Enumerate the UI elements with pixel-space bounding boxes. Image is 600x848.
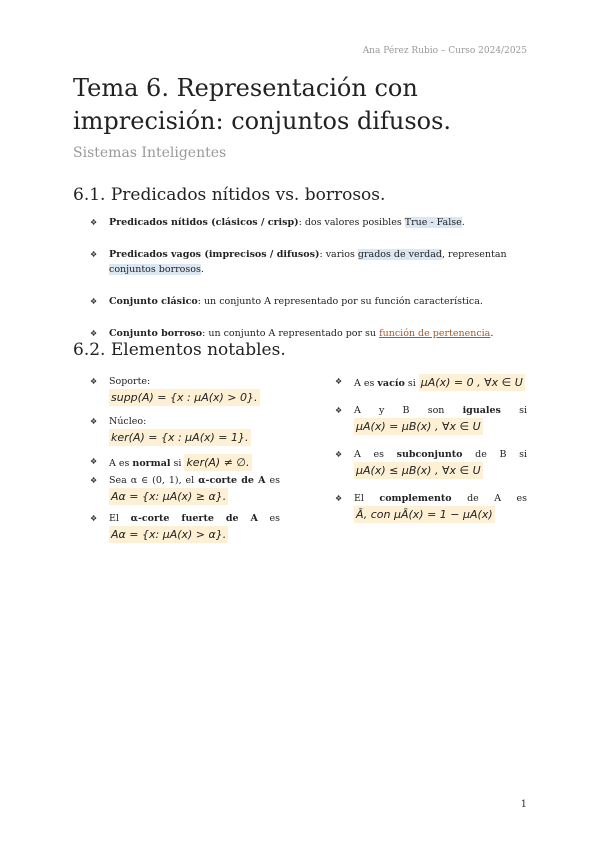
pertenencia-link[interactable]: función de pertenencia: [379, 328, 491, 339]
right-column-list: [335, 374, 527, 523]
section1-list: [90, 215, 530, 358]
list-item: ❖ Sea α ∈ (0, 1), el α-corte de A es Aα = {x: μA(x) ≥ α}.: [90, 473, 280, 505]
math-expression: ker(A) = {x : μA(x) = 1}.: [111, 431, 249, 444]
section-heading-1: 6.1. Predicados nítidos vs. borrosos.: [73, 185, 386, 205]
page-number: 1: [520, 799, 527, 810]
section-heading-2: 6.2. Elementos notables.: [73, 340, 286, 360]
list-item: ❖ El complemento de A es Ā, con μĀ(x) = 1 − μA(x): [335, 491, 527, 523]
list-item: ❖ Predicados vagos (imprecisos / difusos): varios grados de verdad, representan conjuntos borrosos.: [90, 247, 530, 277]
math-expression: supp(A) = {x : μA(x) > 0}.: [111, 391, 258, 404]
list-item: ❖ Núcleo: ker(A) = {x : μA(x) = 1}.: [90, 414, 280, 446]
math-expression: Aα = {x: μA(x) > α}.: [111, 528, 227, 541]
list-item: ❖ Soporte: supp(A) = {x : μA(x) > 0}.: [90, 374, 280, 406]
list-item: ❖ Conjunto clásico: un conjunto A representado por su función característica.: [90, 294, 530, 309]
math-expression: ker(A) ≠ ∅.: [186, 456, 250, 469]
list-item: ❖ Conjunto borroso: un conjunto A representado por su función de pertenencia.: [90, 326, 530, 341]
list-item: ❖ A y B son iguales si μA(x) = μB(x) , ∀x ∈ U: [335, 403, 527, 435]
page-header: Ana Pérez Rubio – Curso 2024/2025: [362, 46, 527, 56]
list-item: ❖ A es subconjunto de B si μA(x) ≤ μB(x) , ∀x ∈ U: [335, 447, 527, 479]
math-expression: Ā, con μĀ(x) = 1 − μA(x): [356, 508, 493, 521]
list-item: ❖ Predicados nítidos (clásicos / crisp): dos valores posibles True - False.: [90, 215, 530, 230]
math-expression: Aα = {x: μA(x) ≥ α}.: [111, 490, 227, 503]
math-expression: μA(x) = 0 , ∀x ∈ U: [420, 376, 523, 389]
list-item: ❖ A es normal si ker(A) ≠ ∅.: [90, 454, 280, 471]
subtitle: Sistemas Inteligentes: [73, 145, 227, 161]
left-column-list: [90, 374, 280, 543]
list-item: ❖ El α-corte fuerte de A es Aα = {x: μA(x) > α}.: [90, 511, 280, 543]
page-title: Tema 6. Representación con imprecisión: conjuntos difusos.: [73, 74, 452, 135]
math-expression: μA(x) ≤ μB(x) , ∀x ∈ U: [356, 464, 481, 477]
list-item: ❖ A es vacío si μA(x) = 0 , ∀x ∈ U: [335, 374, 527, 391]
math-expression: μA(x) = μB(x) , ∀x ∈ U: [356, 420, 481, 433]
